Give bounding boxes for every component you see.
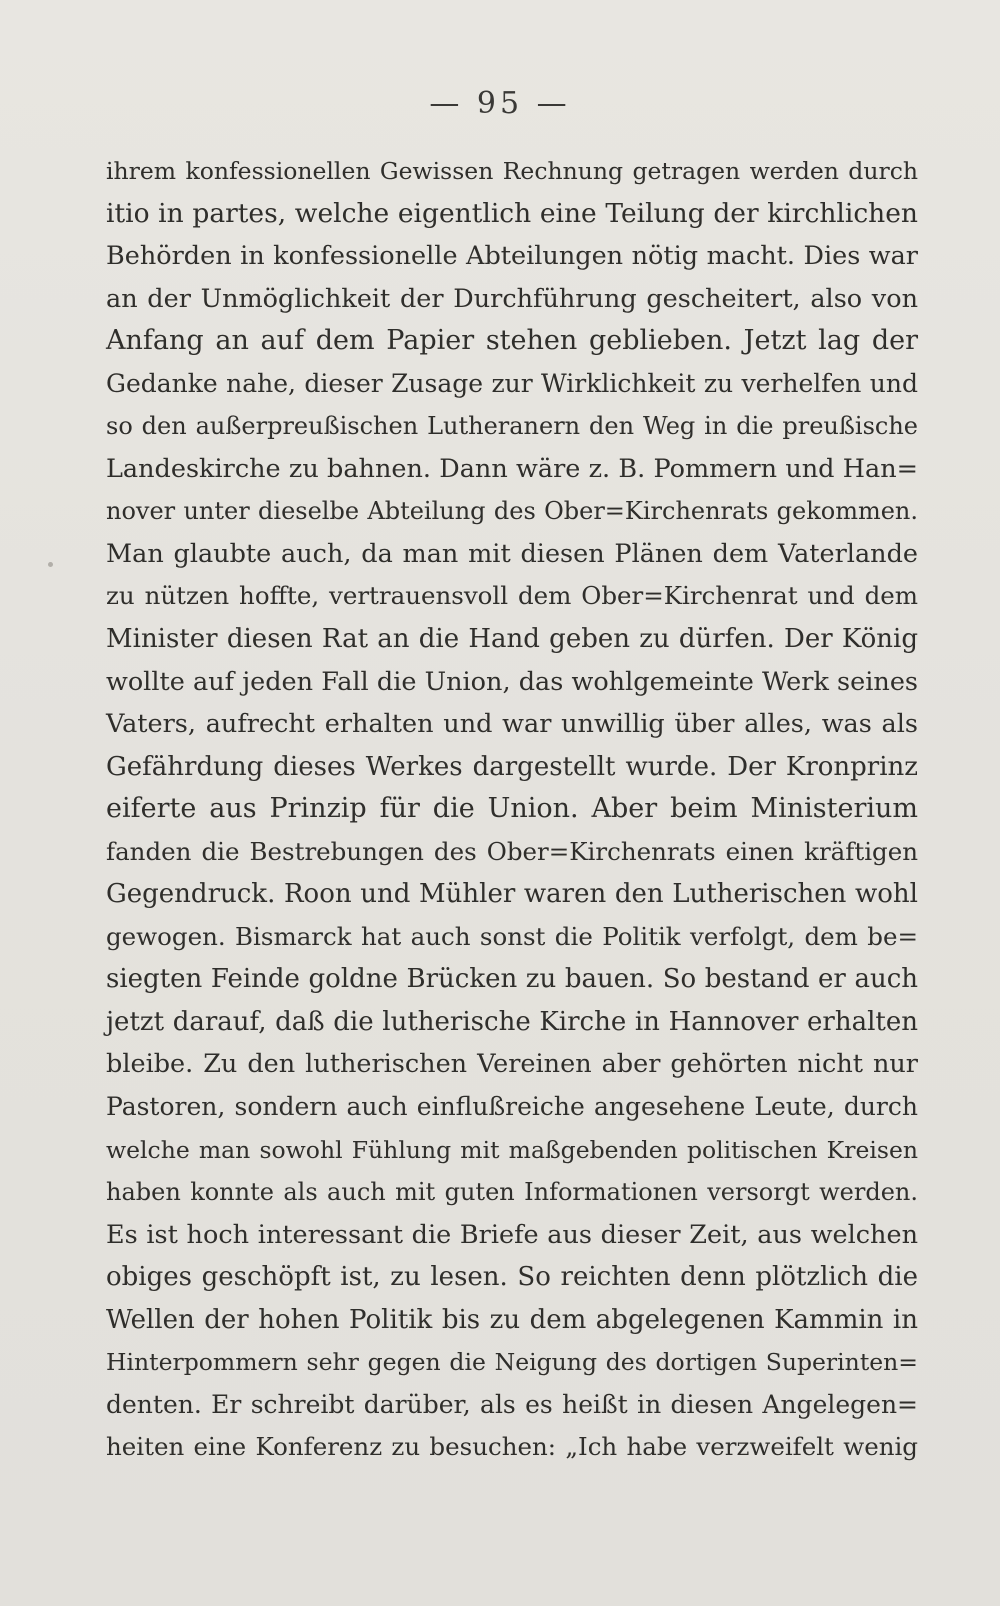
text-line: Hinterpommern sehr gegen die Neigung des dortigen Superinten= [106,1348,918,1377]
text-line: an der Unmöglichkeit der Durchführung gescheitert, also von [106,283,918,314]
text-line: Gegendruck. Roon und Mühler waren den Lutherischen wohl [106,879,918,910]
text-line: Anfang an auf dem Papier stehen geblieben. Jetzt lag der [106,325,918,357]
text-line: Behörden in konfessionelle Abteilungen nötig macht. Dies war [106,241,918,272]
text-line: Gedanke nahe, dieser Zusage zur Wirklichkeit zu verhelfen und [106,368,918,398]
text-line: denten. Er schreibt darüber, als es heißt in diesen Angelegen= [106,1389,918,1419]
text-line: nover unter dieselbe Abteilung des Ober=Kirchenrats gekommen. [106,497,918,526]
page-number: — 95 — [429,86,571,121]
text-line: Man glaubte auch, da man mit diesen Plänen dem Vaterlande [106,538,918,569]
text-line: siegten Feinde goldne Brücken zu bauen. So bestand er auch [106,964,918,995]
text-line: Pastoren, sondern auch einflußreiche angesehene Leute, durch [106,1092,918,1122]
text-line: bleibe. Zu den lutherischen Vereinen aber gehörten nicht nur [106,1049,918,1080]
text-line: obiges geschöpft ist, zu lesen. So reichten denn plötzlich die [106,1262,918,1293]
text-line: so den außerpreußischen Lutheranern den Weg in die preußische [106,412,918,441]
text-line: ihrem konfessionellen Gewissen Rechnung getragen werden durch [106,157,918,185]
text-line: Gefährdung dieses Werkes dargestellt wurde. Der Kronprinz [106,751,918,782]
body-text [106,150,918,1469]
text-line: jetzt darauf, daß die lutherische Kirche in Hannover erhalten [106,1006,918,1037]
text-line: zu nützen hoffte, vertrauensvoll dem Ober=Kirchenrat und dem [106,581,918,611]
text-line: welche man sowohl Fühlung mit maßgebenden politischen Kreisen [106,1135,918,1164]
text-line: Es ist hoch interessant die Briefe aus dieser Zeit, aus welchen [106,1219,918,1250]
text-line: Landeskirche zu bahnen. Dann wäre z. B. Pommern und Han= [106,453,918,484]
text-line: heiten eine Konferenz zu besuchen: „Ich habe verzweifelt wenig [106,1432,918,1462]
text-line: gewogen. Bismarck hat auch sonst die Politik verfolgt, dem be= [106,921,918,951]
text-line: haben konnte als auch mit guten Informationen versorgt werden. [106,1178,918,1207]
text-line: eiferte aus Prinzip für die Union. Aber beim Ministerium [106,793,918,825]
text-line: wollte auf jeden Fall die Union, das wohlgemeinte Werk seines [106,666,918,697]
text-line: Vaters, aufrecht erhalten und war unwillig über alles, was als [106,709,918,740]
paper-speck [48,562,53,567]
text-line: Wellen der hohen Politik bis zu dem abgelegenen Kammin in [106,1304,918,1335]
text-line: fanden die Bestrebungen des Ober=Kirchenrats einen kräftigen [106,836,918,866]
text-line: Minister diesen Rat an die Hand geben zu dürfen. Der König [106,624,918,655]
text-line: itio in partes, welche eigentlich eine Teilung der kirchlichen [106,197,918,229]
